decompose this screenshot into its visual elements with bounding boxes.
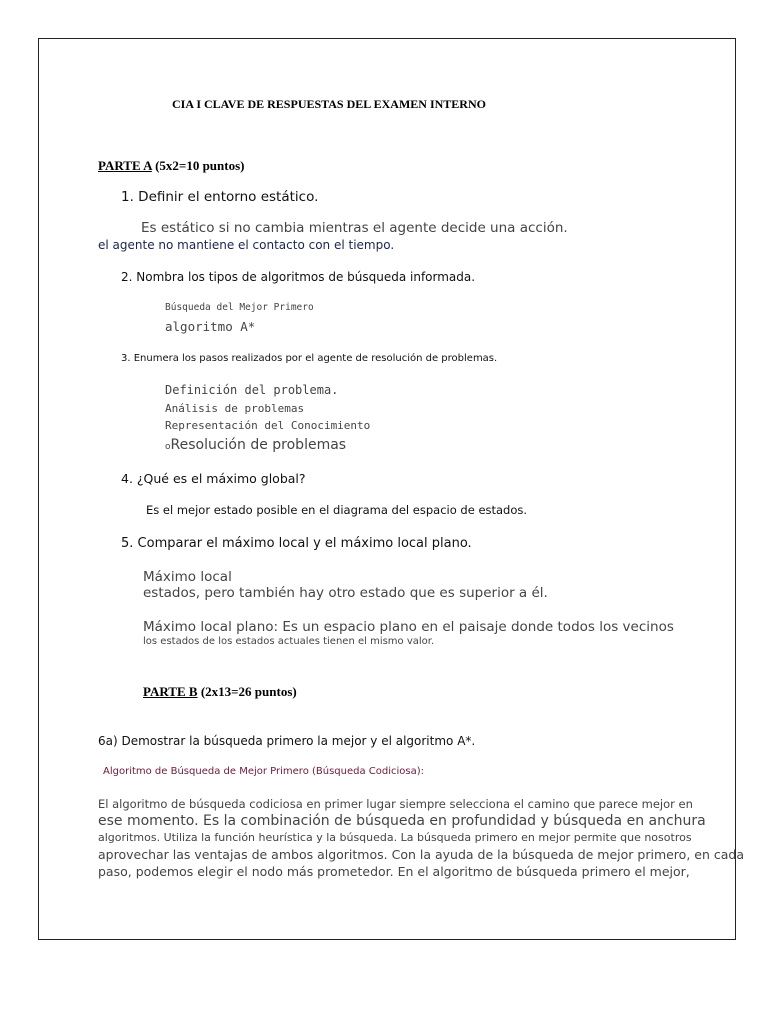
question-4: 4. ¿Qué es el máximo global? [121,471,306,486]
answer-2-line-1: Búsqueda del Mejor Primero [165,302,314,313]
parte-b-points: (2x13=26 puntos) [200,684,297,699]
paragraph-line-2: ese momento. Es la combinación de búsqueda en profundidad y búsqueda en anchura [98,813,706,829]
question-2: 2. Nombra los tipos de algoritmos de búsqueda informada. [121,270,476,284]
document-title: CIA I CLAVE DE RESPUESTAS DEL EXAMEN INTERNO [172,97,486,111]
bullet-icon: o [165,442,171,452]
answer-3-step-4 [165,437,346,453]
answer-5-line-4: los estados de los estados actuales tienen el mismo valor. [143,636,435,647]
answer-3-step-1: Definición del problema. [165,383,339,397]
answer-3-step-3: Representación del Conocimiento [165,419,371,432]
parte-b-heading: PARTE B [143,684,198,699]
parte-b-heading-line [143,684,297,700]
parte-a-points: (5x2=10 puntos) [155,158,245,173]
subheading-best-first: Algoritmo de Búsqueda de Mejor Primero (Búsqueda Codiciosa): [103,766,425,777]
answer-2-line-2: algoritmo A* [165,319,256,334]
answer-5-line-1: Máximo local [143,569,232,585]
document-page [38,38,744,940]
question-1: 1. Definir el entorno estático. [121,189,319,205]
answer-1-line-1: Es estático si no cambia mientras el agente decide una acción. [141,220,568,236]
answer-5-line-3: Máximo local plano: Es un espacio plano en el paisaje donde todos los vecinos [143,619,674,635]
answer-3-step-2: Análisis de problemas [165,402,305,415]
answer-4: Es el mejor estado posible en el diagrama del espacio de estados. [146,503,528,517]
paragraph-line-4: aprovechar las ventajas de ambos algoritmos. Con la ayuda de la búsqueda de mejor primero, en cada [98,847,744,862]
answer-3-step-4-text: Resolución de problemas [170,437,347,453]
question-6a: 6a) Demostrar la búsqueda primero la mejor y el algoritmo A*. [98,734,476,748]
paragraph-line-3: algoritmos. Utiliza la función heurística y la búsqueda. La búsqueda primero en mejor permite que nosotros [98,831,692,844]
parte-a-heading-line [98,158,245,174]
paragraph-line-5: paso, podemos elegir el nodo más prometedor. En el algoritmo de búsqueda primero el mejor, [98,864,690,879]
paragraph-line-1: El algoritmo de búsqueda codiciosa en primer lugar siempre selecciona el camino que parece mejor en [98,797,693,811]
answer-1-line-2: el agente no mantiene el contacto con el tiempo. [98,238,395,252]
question-3: 3. Enumera los pasos realizados por el agente de resolución de problemas. [121,353,498,364]
answer-5-line-2: estados, pero también hay otro estado que es superior a él. [143,585,548,601]
parte-a-heading: PARTE A [98,158,152,173]
question-5: 5. Comparar el máximo local y el máximo local plano. [121,536,472,551]
